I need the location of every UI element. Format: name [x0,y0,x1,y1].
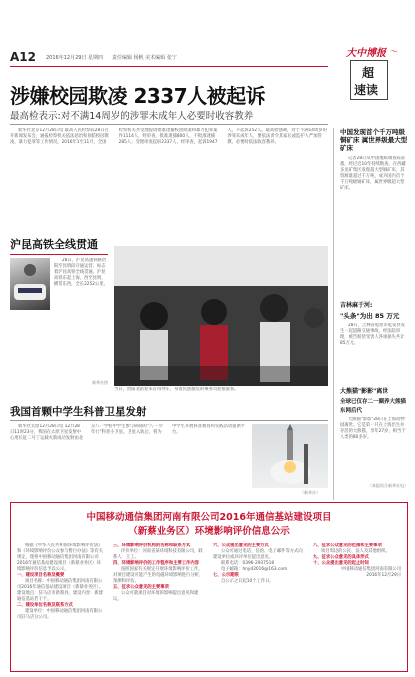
right-mid-title-2: "头条"为出 85 万元 [340,312,400,320]
train-image [10,258,50,310]
lead-rule [10,124,328,125]
section-label-2: 速读 [354,83,379,97]
notice-col-4: 八、征求公众意见的范围和主要事项 项目周边的公民、法人及其他组织。 九、征求公众意见的具体形式 十、公众提出意见的起止时间 中国移动通信集团河南有限公司 2016年12月29日 [313,543,401,578]
right-low-title-1: 大熊猫"影影"离世 [340,388,389,395]
right-low-credit: （本报综合新华社电） [368,483,408,488]
header-rule [10,66,328,67]
notice-title: 中国移动通信集团河南有限公司2016年通信基站建设项目 [86,512,332,523]
notice-col-2: 三、环境影响评价机构的名称和联系方式 评价单位：河南省某环境科技有限公司，联系人：王工。 四、环境影响评价的工作程序和主要工作内容 按照国家有关规定开展环境影响评价工作，对项目建设可能产生的电磁环境影响进行分析、预测和评估。 五、征求公众意见的主要事项 公众可就项目对环境的影响提出意见和建议。 [113,543,204,602]
right-top-story [340,128,408,258]
rocket-photo [252,424,328,488]
rocket-launch-image [252,424,328,488]
rail-rule [10,254,108,255]
lead-subheadline: 最高检表示:对不满14周岁的涉罪未成年人必要时收容教养 [10,111,254,122]
section-box [350,60,388,100]
brand-logo: 大中博报 [346,48,386,59]
rail-story [10,236,108,386]
notice-col-3: 六、公众提出意见的主要方式 公众可通过电话、信函、电子邮件等方式向建设单位或环评单位提出意见。 联系电话：0396-2937518 电子邮箱：hnyd2016@163.com 七、公示期限 自公示之日起10个工作日。 [213,543,303,584]
right-mid-body: 28日，吉林省松原市乾安县发生一起道路交通事故，经法院审理，被告赔偿受害人各项损失共计85万元。 [340,323,406,346]
rail-body: 28日，沪昆高速铁路贵阳至昆明段开通运营，标志着沪昆高铁全线贯通。沪昆高铁东起上海，西至昆明，横贯东西，全长2252公里。 [54,258,108,287]
satellite-body: 新华社太原12月28日电 12月28日11时23分，我国在太原卫星发射中心用长征二号丁运载火箭成功发射由北京八一学校中学生参与研制的"八一·少年行"科普小卫星。卫星入轨后，将为中学生开展科普教育和实践活动提供平台。 [10,424,246,441]
right-low-title-2: 全球已仅存二一圈养大熊猫 [340,399,407,405]
right-mid-title-1: 吉林麻于河: [340,302,373,309]
section-label-1: 超 [362,66,375,80]
satellite-credit: （新华社） [300,490,320,495]
right-top-title: 中国发现首个千万吨级铜矿床 属世界级最大型矿床 [340,128,408,152]
satellite-rule [10,420,328,421]
main-photo [114,246,328,386]
satellite-title: 我国首颗中学生科普卫星发射 [10,406,147,418]
editor-line: 责任编辑 杨帆 美术编辑 张宁 [112,55,177,61]
brand-block [338,40,406,98]
notice-col-1: 根据《中华人民共和国环境影响评价法》和《环境影响评价公众参与暂行办法》等有关规定，现将中国移动通信集团河南有限公司2016年通信基站建设项目（新蔡业务区）环境影响评价信息予以公示。 一、建设项目名称及概要 项目名称：中国移动通信集团河南有限公司2016年通信基站建设项目（新蔡业务区）。建设地点：驻马店市新蔡县。建设内容：新建通信基站若干个。 二、建设单位名称及联系方式 建设单位：中国移动通信集团河南有限公司驻马店分公司。 [17,543,104,620]
date-line: 2016年12月29日 星期四 [46,55,104,61]
column-divider [333,128,334,500]
right-low-title-3: 东网后代 [340,408,363,414]
brand-wave-icon: 〜 [390,47,398,56]
right-low-body: 大熊猫"影影"28日在上海动物园离世。它是第一只在上海出生并存活的大熊猫，享年27岁，相当于人类的80多岁。 [340,417,406,440]
rail-title: 沪昆高铁全线贯通 [10,238,98,251]
lead-body-text: 新华社北京12月28日电 最高人民检察院28日召开新闻发布会，通报检察机关依法惩治和预防校园欺凌、暴力犯罪等工作情况。2016年1至11月，全国检察机关共受理提请批准逮捕校园欺凌和暴力犯罪案件1114人，经审查，批准逮捕800人，不批准逮捕285人；受理审查起诉2337人，经审查，起诉1947人，不起诉252人。最高检强调，对于不满14周岁的涉罪未成年人，要依法责令其家长或监护人严加管教，必要时依法收容教养。 [10,128,327,145]
main-photo-image [114,246,328,386]
right-low-story [340,386,408,498]
main-photo-caption: 当日，贵阳北站迎来首班列车，身着民族服装的乘务员迎接旅客。 [114,387,239,392]
right-mid-story [340,300,408,380]
page-number: A12 [10,50,36,64]
lead-body [10,128,328,232]
lead-headline: 涉嫌校园欺凌 2337人被起诉 [10,84,266,108]
rail-credit: 新华社图 [92,380,108,385]
right-top-body: 记者28日从中国地质调查局获悉，经过近10年持续勘查，在西藏多龙矿集区发现超大型铜矿床，其资源量超过千万吨，成为国内首个千万吨级铜矿床，属世界级超大型矿床。 [340,156,406,191]
notice-subtitle: （新蔡业务区）环境影响评价信息公示 [128,526,290,537]
environmental-notice [10,502,408,672]
rail-photo [10,258,50,310]
